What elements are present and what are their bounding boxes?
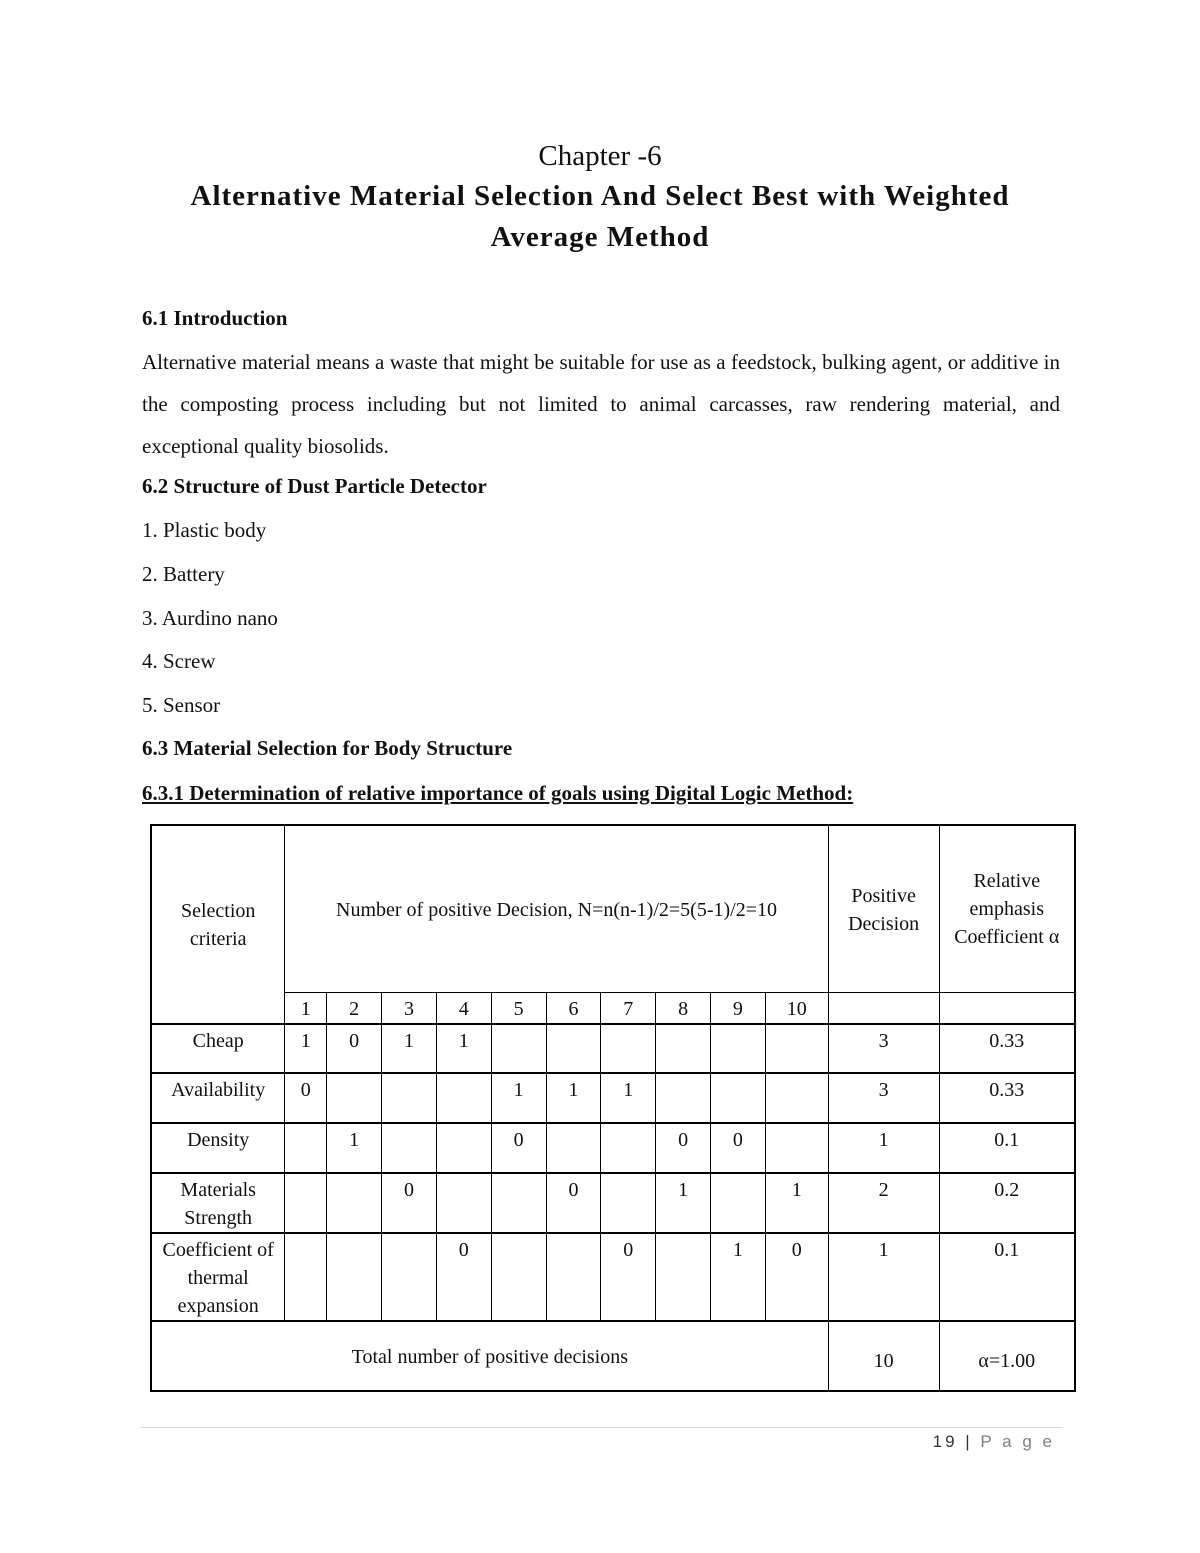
decision-cell xyxy=(546,1123,601,1173)
intro-heading: 6.1 Introduction xyxy=(142,306,288,330)
criteria-name: Coefficient of thermal expansion xyxy=(151,1233,285,1321)
table-row xyxy=(151,1123,1075,1173)
decision-cell xyxy=(382,1233,437,1321)
decision-number: 3 xyxy=(382,992,437,1024)
positive-count: 3 xyxy=(828,1024,939,1073)
decision-cell: 0 xyxy=(546,1173,601,1233)
decision-cell: 1 xyxy=(546,1073,601,1123)
decision-cell xyxy=(656,1233,711,1321)
decision-cell xyxy=(285,1123,327,1173)
criteria-name: Materials Strength xyxy=(151,1173,285,1233)
decision-cell xyxy=(711,1024,766,1073)
structure-item: 5. Sensor xyxy=(142,693,221,717)
header-relative-emphasis: Relative emphasis Coefficient α xyxy=(939,825,1075,992)
footer-rule xyxy=(140,1427,1062,1428)
decision-cell xyxy=(601,1123,656,1173)
structure-item: 2. Battery xyxy=(142,562,225,586)
decision-number: 1 xyxy=(285,992,327,1024)
page-number: 19 xyxy=(932,1432,958,1451)
positive-count: 1 xyxy=(828,1123,939,1173)
decision-number: 10 xyxy=(765,992,828,1024)
decision-cell: 1 xyxy=(765,1173,828,1233)
decision-cell: 0 xyxy=(491,1123,546,1173)
decision-number: 7 xyxy=(601,992,656,1024)
decision-number: 9 xyxy=(711,992,766,1024)
positive-count: 1 xyxy=(828,1233,939,1321)
decision-cell xyxy=(546,1233,601,1321)
decision-cell: 0 xyxy=(711,1123,766,1173)
decision-cell xyxy=(436,1173,491,1233)
total-label: Total number of positive decisions xyxy=(151,1321,828,1391)
header-positive-decisions-formula: Number of positive Decision, N=n(n-1)/2=5(5-1)/2=10 xyxy=(285,825,828,992)
decision-cell xyxy=(382,1073,437,1123)
decision-cell xyxy=(546,1024,601,1073)
decision-cell: 1 xyxy=(327,1123,382,1173)
decision-cell xyxy=(382,1123,437,1173)
page-label: P a g e xyxy=(980,1432,1055,1451)
header-positive-decision: Positive Decision xyxy=(828,825,939,992)
structure-item: 3. Aurdino nano xyxy=(142,606,278,630)
structure-heading: 6.2 Structure of Dust Particle Detector xyxy=(142,474,487,498)
intro-paragraph: Alternative material means a waste that might be suitable for use as a feedstock, bulking agent, or additive in the composting process including but not limited to animal carcasses, raw rendering material, and exceptional quality biosolids. xyxy=(142,350,1060,458)
decision-cell xyxy=(656,1024,711,1073)
criteria-name: Cheap xyxy=(151,1024,285,1073)
decision-cell xyxy=(491,1024,546,1073)
decision-number: 4 xyxy=(436,992,491,1024)
header-selection-criteria: Selection criteria xyxy=(151,825,285,1024)
chapter-title-line2: Average Method xyxy=(490,221,710,253)
decision-cell xyxy=(285,1233,327,1321)
emphasis-coefficient: 0.1 xyxy=(939,1123,1075,1173)
empty-cell xyxy=(828,992,939,1024)
decision-cell: 0 xyxy=(285,1073,327,1123)
decision-cell: 1 xyxy=(711,1233,766,1321)
structure-item: 1. Plastic body xyxy=(142,518,267,542)
decision-cell xyxy=(436,1073,491,1123)
chapter-title-line1: Alternative Material Selection And Select Best with Weighted xyxy=(190,180,1010,212)
digital-logic-subheading: 6.3.1 Determination of relative importance of goals using Digital Logic Method: xyxy=(142,781,854,805)
decision-number: 8 xyxy=(656,992,711,1024)
decision-cell xyxy=(285,1173,327,1233)
decision-cell: 1 xyxy=(491,1073,546,1123)
decision-cell: 0 xyxy=(656,1123,711,1173)
page-footer xyxy=(933,1432,1055,1452)
decision-cell xyxy=(327,1233,382,1321)
decision-cell xyxy=(491,1233,546,1321)
chapter-title xyxy=(0,176,1200,258)
decision-cell xyxy=(656,1073,711,1123)
emphasis-coefficient: 0.1 xyxy=(939,1233,1075,1321)
decision-cell xyxy=(601,1173,656,1233)
criteria-name: Density xyxy=(151,1123,285,1173)
decision-cell: 1 xyxy=(656,1173,711,1233)
decision-cell: 1 xyxy=(285,1024,327,1073)
decision-cell: 1 xyxy=(601,1073,656,1123)
decision-cell xyxy=(491,1173,546,1233)
material-heading: 6.3 Material Selection for Body Structure xyxy=(142,736,513,760)
decision-number: 5 xyxy=(491,992,546,1024)
decision-cell: 0 xyxy=(601,1233,656,1321)
criteria-name: Availability xyxy=(151,1073,285,1123)
chapter-number: Chapter -6 xyxy=(538,140,662,172)
decision-number: 2 xyxy=(327,992,382,1024)
positive-count: 2 xyxy=(828,1173,939,1233)
table-row xyxy=(151,1024,1075,1073)
decision-cell xyxy=(327,1073,382,1123)
table-row xyxy=(151,1173,1075,1233)
emphasis-coefficient: 0.2 xyxy=(939,1173,1075,1233)
decision-cell: 1 xyxy=(382,1024,437,1073)
emphasis-coefficient: 0.33 xyxy=(939,1073,1075,1123)
decision-cell xyxy=(765,1024,828,1073)
decision-cell xyxy=(711,1073,766,1123)
decision-cell xyxy=(327,1173,382,1233)
decision-cell xyxy=(765,1123,828,1173)
decision-cell: 1 xyxy=(436,1024,491,1073)
decision-number: 6 xyxy=(546,992,601,1024)
decision-cell xyxy=(436,1123,491,1173)
decision-cell xyxy=(711,1173,766,1233)
decision-cell xyxy=(601,1024,656,1073)
positive-count: 3 xyxy=(828,1073,939,1123)
total-coefficient: α=1.00 xyxy=(939,1321,1075,1391)
total-row xyxy=(151,1321,1075,1391)
digital-logic-table xyxy=(150,824,1076,1392)
table-row xyxy=(151,1233,1075,1321)
page-separator: | xyxy=(965,1432,973,1451)
decision-cell: 0 xyxy=(436,1233,491,1321)
total-positive: 10 xyxy=(828,1321,939,1391)
structure-item: 4. Screw xyxy=(142,649,216,673)
table-row xyxy=(151,1073,1075,1123)
decision-cell: 0 xyxy=(382,1173,437,1233)
decision-cell xyxy=(765,1073,828,1123)
decision-cell: 0 xyxy=(765,1233,828,1321)
emphasis-coefficient: 0.33 xyxy=(939,1024,1075,1073)
empty-cell xyxy=(939,992,1075,1024)
decision-cell: 0 xyxy=(327,1024,382,1073)
